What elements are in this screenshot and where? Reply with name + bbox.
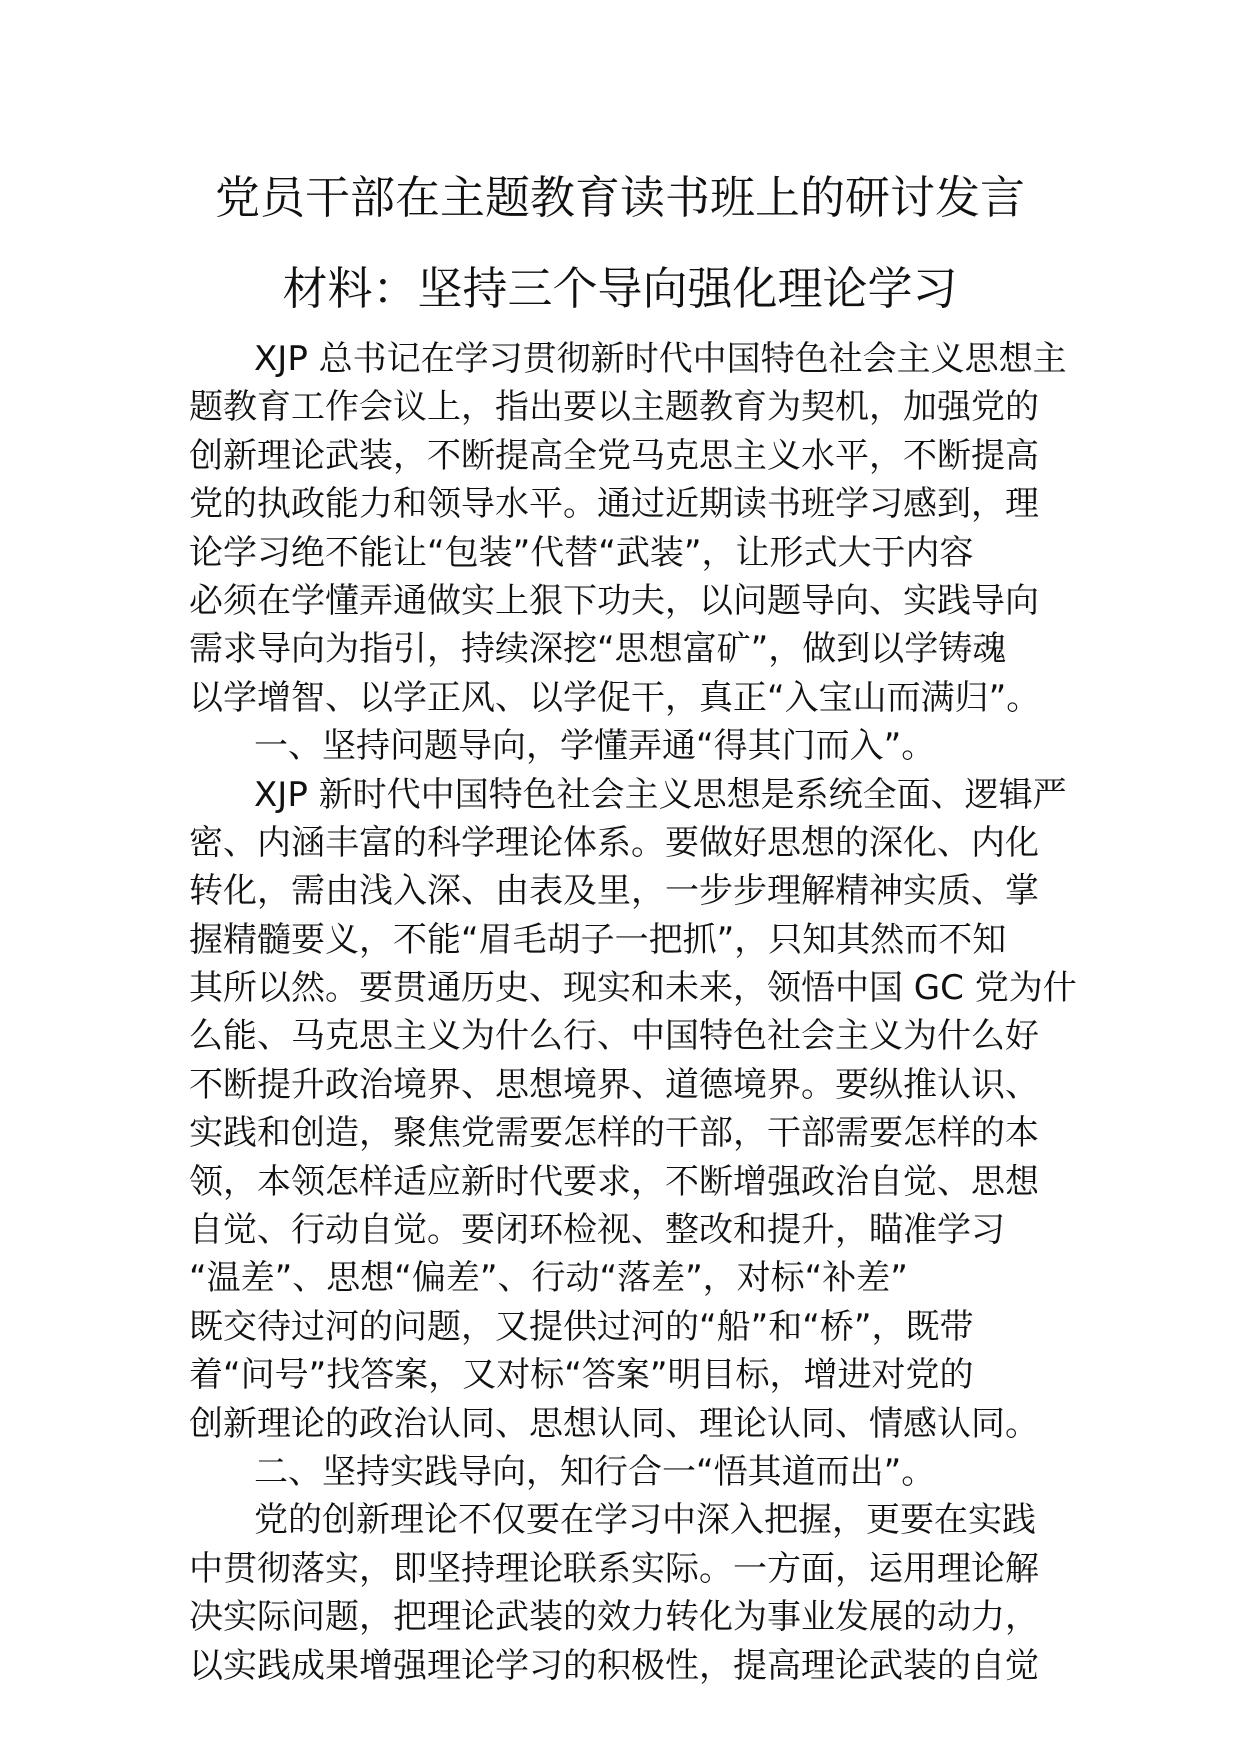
section-heading-1: 一、坚持问题导向，学懂弄通“得其门而入”。	[254, 726, 936, 767]
paragraph-line: 既交待过河的问题，又提供过河的“船”和“桥”，既带	[189, 1306, 974, 1347]
paragraph-line: XJP 总书记在学习贯彻新时代中国特色社会主义思想主	[254, 339, 1067, 379]
document-body	[189, 335, 1077, 1690]
paragraph-line: 握精髓要义，不能“眉毛胡子一把抓”，只知其然而不知	[189, 919, 1007, 960]
section-heading-2: 二、坚持实践导向，知行合一“悟其道而出”。	[254, 1451, 936, 1492]
paragraph-line: 需求导向为指引，持续深挖“思想富矿”，做到以学铸魂	[189, 629, 1007, 670]
paragraph-line: 着“问号”找答案，又对标“答案”明目标，增进对党的	[189, 1355, 974, 1396]
paragraph-line: 决实际问题，把理论武装的效力转化为事业发展的动力，	[189, 1597, 1039, 1638]
paragraph-line: 党的创新理论不仅要在学习中深入把握，更要在实践	[254, 1500, 1036, 1541]
paragraph-line: 创新理论的政治认同、思想认同、理论认同、情感认同。	[189, 1403, 1039, 1444]
paragraph-line: 不断提升政治境界、思想境界、道德境界。要纵推认识、	[189, 1064, 1039, 1105]
paragraph-line: 中贯彻落实，即坚持理论联系实际。一方面，运用理论解	[189, 1548, 1039, 1589]
paragraph-line: 密、内涵丰富的科学理论体系。要做好思想的深化、内化	[189, 822, 1039, 863]
paragraph-line: XJP 新时代中国特色社会主义思想是系统全面、逻辑严	[254, 774, 1067, 815]
paragraph-line: “温差”、思想“偏差”、行动“落差”，对标“补差”	[189, 1258, 908, 1299]
paragraph-line: 领，本领怎样适应新时代要求，不断增强政治自觉、思想	[189, 1161, 1039, 1202]
paragraph-line: 创新理论武装，不断提高全党马克思主义水平，不断提高	[189, 435, 1039, 476]
paragraph-line: 其所以然。要贯通历史、现实和未来，领悟中国 GC 党为什	[189, 968, 1077, 1009]
paragraph-line: 以学增智、以学正风、以学促干，真正“入宝山而满归”。	[189, 677, 1041, 718]
paragraph-line: 论学习绝不能让“包装”代替“武装”，让形式大于内容	[189, 532, 974, 573]
paragraph-line: 自觉、行动自觉。要闭环检视、整改和提升，瞄准学习	[189, 1210, 1005, 1251]
paragraph-line: 转化，需由浅入深、由表及里，一步步理解精神实质、掌	[189, 871, 1039, 912]
paragraph-line: 以实践成果增强理论学习的积极性，提高理论武装的自觉	[189, 1645, 1039, 1686]
paragraph-line: 题教育工作会议上，指出要以主题教育为契机，加强党的	[189, 387, 1039, 428]
paragraph-line: 实践和创造，聚焦党需要怎样的干部，干部需要怎样的本	[189, 1113, 1039, 1154]
paragraph-line: 么能、马克思主义为什么行、中国特色社会主义为什么好	[189, 1016, 1039, 1057]
paragraph-line: 党的执政能力和领导水平。通过近期读书班学习感到，理	[189, 484, 1039, 525]
document-title-line-2: 材料：坚持三个导向强化理论学习	[282, 262, 958, 315]
document-title-line-1: 党员干部在主题教育读书班上的研讨发言	[214, 171, 1025, 224]
paragraph-line: 必须在学懂弄通做实上狠下功夫，以问题导向、实践导向	[189, 580, 1039, 621]
